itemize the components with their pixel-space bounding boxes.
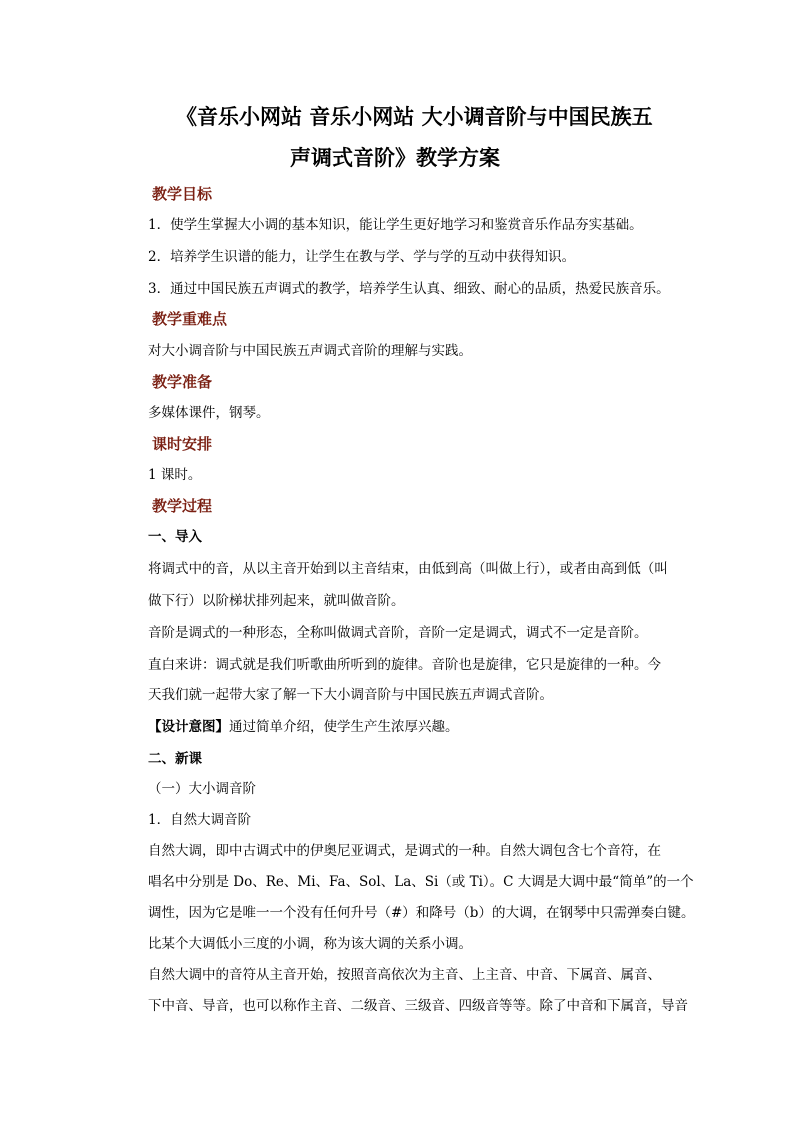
document-title-line-1: 《音乐小网站 音乐小网站 大小调音阶与中国民族五 [176, 104, 653, 129]
document-title-line-2: 声调式音阶》教学方案 [290, 145, 500, 170]
design-intent-label: 【设计意图】 [148, 719, 229, 735]
subsection-natural-major: 1．自然大调音阶 [148, 812, 252, 828]
objective-item-1: 1．使学生掌握大小调的基本知识，能让学生更好地学习和鉴赏音乐作品夯实基础。 [148, 217, 643, 233]
key-points-text: 对大小调音阶与中国民族五声调式音阶的理解与实践。 [148, 343, 472, 359]
intro-paragraph-3-line-2: 天我们就一起带大家了解一下大小调音阶与中国民族五声调式音阶。 [148, 687, 553, 703]
intro-paragraph-3-line-1: 直白来讲：调式就是我们听歌曲所听到的旋律。音阶也是旋律，它只是旋律的一种。今 [148, 657, 661, 673]
major-paragraph-1-line-1: 自然大调，即中古调式中的伊奥尼亚调式，是调式的一种。自然大调包含七个音符，在 [148, 843, 661, 859]
intro-heading: 一、导入 [148, 529, 202, 545]
intro-paragraph-2: 音阶是调式的一种形态，全称叫做调式音阶，音阶一定是调式，调式不一定是音阶。 [148, 625, 648, 641]
major-paragraph-1-line-4: 比某个大调低小三度的小调，称为该大调的关系小调。 [148, 936, 472, 952]
process-heading: 教学过程 [152, 497, 213, 515]
objective-item-2: 2．培养学生识谱的能力，让学生在教与学、学与学的互动中获得知识。 [148, 249, 576, 265]
design-intent-text: 通过简单介绍，使学生产生浓厚兴趣。 [229, 719, 459, 735]
subsection-major-minor-scales: （一）大小调音阶 [148, 781, 256, 797]
major-paragraph-1-line-3: 调性，因为它是唯一一个没有任何升号（#）和降号（b）的大调，在钢琴中只需弹奏白键。 [148, 905, 695, 921]
schedule-heading: 课时安排 [152, 435, 213, 453]
key-points-heading: 教学重难点 [152, 310, 228, 328]
design-intent [148, 718, 459, 736]
preparation-heading: 教学准备 [152, 373, 213, 391]
objectives-heading: 教学目标 [152, 185, 213, 203]
intro-paragraph-1-line-1: 将调式中的音，从以主音开始到以主音结束，由低到高（叫做上行），或者由高到低（叫 [148, 561, 668, 577]
major-paragraph-2-line-1: 自然大调中的音符从主音开始，按照音高依次为主音、上主音、中音、下属音、属音、 [148, 967, 661, 983]
major-paragraph-2-line-2: 下中音、导音，也可以称作主音、二级音、三级音、四级音等等。除了中音和下属音，导音 [148, 998, 688, 1014]
new-lesson-heading: 二、新课 [148, 751, 202, 767]
schedule-text: 1 课时。 [148, 467, 202, 483]
major-paragraph-1-line-2: 唱名中分别是 Do、Re、Mi、Fa、Sol、La、Si（或 Ti）。C 大调是大调中最“简单”的一个 [148, 874, 694, 890]
preparation-text: 多媒体课件，钢琴。 [148, 405, 270, 421]
objective-item-3: 3．通过中国民族五声调式的教学，培养学生认真、细致、耐心的品质，热爱民族音乐。 [148, 281, 670, 297]
intro-paragraph-1-line-2: 做下行）以阶梯状排列起来，就叫做音阶。 [148, 593, 405, 609]
